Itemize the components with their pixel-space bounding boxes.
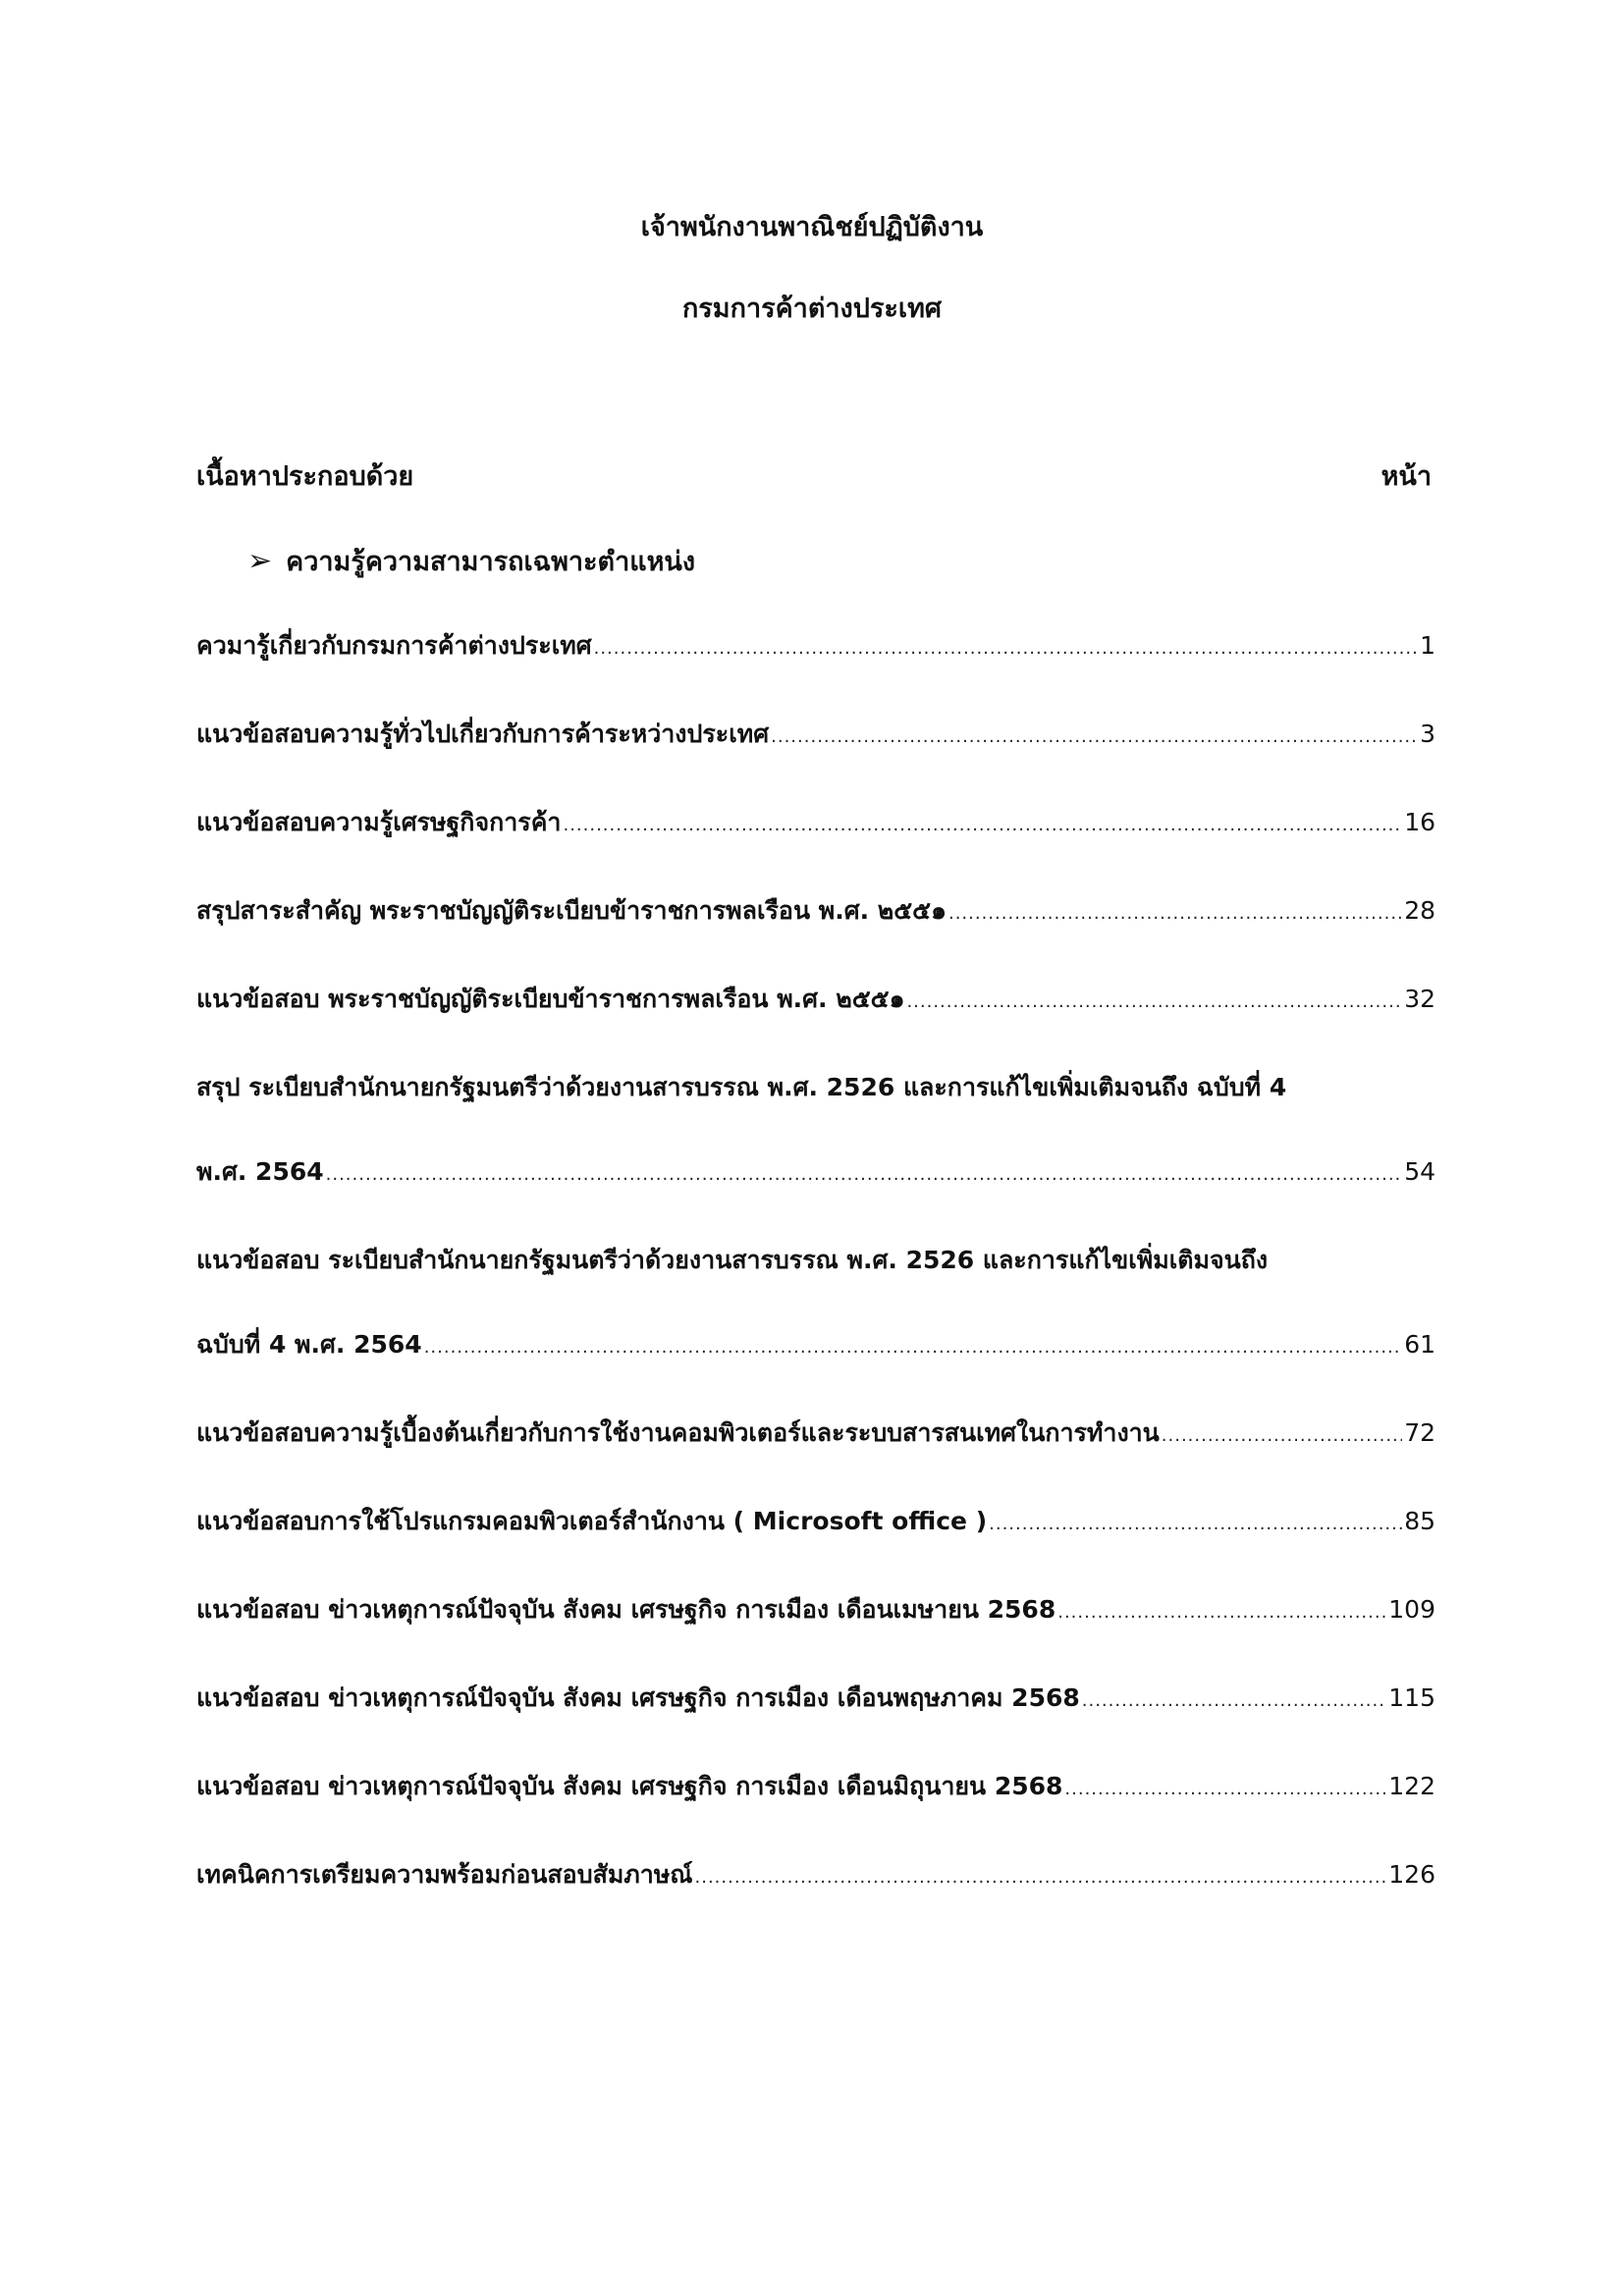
contents-label: เนื้อหาประกอบด้วย: [196, 461, 414, 492]
toc-page-number: 115: [1388, 1683, 1435, 1712]
toc-entry-title: แนวข้อสอบความรู้ทั่วไปเกี่ยวกับการค้าระหว่างประเทศ: [196, 720, 770, 748]
dot-leader: [948, 892, 1402, 935]
page-column-label: หน้า: [1380, 461, 1432, 492]
toc-entry-title: แนวข้อสอบ ข่าวเหตุการณ์ปัจจุบัน สังคม เศรษฐกิจ การเมือง เดือนมิถุนายน 2568: [196, 1772, 1063, 1800]
dot-leader: [326, 1153, 1403, 1197]
toc-entry-line: [196, 1150, 1435, 1197]
toc-entry-line: [196, 1588, 1435, 1634]
toc-entry-line: [196, 1677, 1435, 1723]
dot-leader: [906, 981, 1402, 1024]
toc-entry-title-line: แนวข้อสอบ ระเบียบสำนักนายกรัฐมนตรีว่าด้วยงานสารบรรณ พ.ศ. 2526 และการแก้ไขเพิ่มเติมจนถึง: [196, 1246, 1269, 1274]
toc-entry: [196, 713, 1435, 759]
dot-leader: [1057, 1591, 1386, 1634]
toc-entry-line: [196, 801, 1435, 847]
toc-entry: [196, 1588, 1435, 1634]
toc-page-number: 32: [1404, 985, 1435, 1013]
toc-entry: [196, 624, 1435, 670]
toc-entry-title: ควมารู้เกี่ยวกับกรมการค้าต่างประเทศ: [196, 631, 592, 660]
toc-entry-title: แนวข้อสอบความรู้เศรษฐกิจการค้า: [196, 808, 562, 836]
toc-entry-title-line: สรุป ระเบียบสำนักนายกรัฐมนตรีว่าด้วยงานสารบรรณ พ.ศ. 2526 และการแก้ไขเพิ่มเติมจนถึง ฉบับที่ 4: [196, 1073, 1287, 1101]
toc-entry-line: [196, 1765, 1435, 1811]
dot-leader: [989, 1503, 1402, 1546]
toc-entry-title: แนวข้อสอบ ข่าวเหตุการณ์ปัจจุบัน สังคม เศรษฐกิจ การเมือง เดือนพฤษภาคม 2568: [196, 1683, 1080, 1712]
dot-leader: [1162, 1415, 1402, 1458]
toc-page-number: 16: [1404, 808, 1435, 836]
toc-page-number: 28: [1404, 896, 1435, 925]
toc-entry-title: แนวข้อสอบความรู้เบื้องต้นเกี่ยวกับการใช้งานคอมพิวเตอร์และระบบสารสนเทศในการทำงาน: [196, 1418, 1160, 1447]
toc-entry-line: [196, 1412, 1435, 1458]
toc-page-number: 3: [1420, 720, 1435, 748]
document-subtitle: กรมการค้าต่างประเทศ: [681, 294, 943, 324]
table-of-contents: [196, 624, 1435, 1942]
document-title: เจ้าพนักงานพาณิชย์ปฏิบัติงาน: [640, 212, 984, 242]
dot-leader: [771, 716, 1418, 759]
toc-page-number: 85: [1404, 1507, 1435, 1535]
toc-entry: [196, 1066, 1435, 1197]
toc-entry: [196, 1500, 1435, 1546]
section-title: ความรู้ความสามารถเฉพาะตำแหน่ง: [286, 547, 696, 577]
dot-leader: [424, 1326, 1403, 1369]
toc-page-number: 109: [1388, 1595, 1435, 1624]
toc-entry: [196, 1677, 1435, 1723]
toc-entry: [196, 889, 1435, 935]
dot-leader: [563, 804, 1402, 847]
toc-entry-title: แนวข้อสอบ พระราชบัญญัติระเบียบข้าราชการพลเรือน พ.ศ. ๒๕๕๑: [196, 985, 905, 1013]
toc-entry-line: [196, 713, 1435, 759]
toc-page-number: 1: [1420, 631, 1435, 660]
toc-entry-title: สรุปสาระสำคัญ พระราชบัญญัติระเบียบข้าราชการพลเรือน พ.ศ. ๒๕๕๑: [196, 896, 947, 925]
dot-leader: [1064, 1768, 1386, 1811]
toc-entry-line: [196, 978, 1435, 1024]
toc-entry-title: พ.ศ. 2564: [196, 1157, 324, 1186]
toc-entry: [196, 1765, 1435, 1811]
toc-entry-line: [196, 1500, 1435, 1546]
toc-entry: [196, 1412, 1435, 1458]
toc-entry: [196, 801, 1435, 847]
toc-entry-title: เทคนิคการเตรียมความพร้อมก่อนสอบสัมภาษณ์: [196, 1860, 693, 1889]
toc-entry-title: แนวข้อสอบ ข่าวเหตุการณ์ปัจจุบัน สังคม เศรษฐกิจ การเมือง เดือนเมษายน 2568: [196, 1595, 1056, 1624]
toc-page-number: 122: [1388, 1772, 1435, 1800]
dot-leader: [594, 627, 1419, 670]
toc-entry-line: [196, 1323, 1435, 1369]
toc-entry: [196, 1853, 1435, 1899]
toc-page-number: 54: [1404, 1157, 1435, 1186]
toc-entry: [196, 1239, 1435, 1369]
toc-entry-title: แนวข้อสอบการใช้โปรแกรมคอมพิวเตอร์สำนักงาน ( Microsoft office ): [196, 1507, 988, 1535]
toc-entry-line: [196, 624, 1435, 670]
section-heading: [247, 544, 695, 580]
dot-leader: [695, 1856, 1387, 1899]
toc-entry-line: [196, 1853, 1435, 1899]
toc-page-number: 72: [1404, 1418, 1435, 1447]
arrow-bullet-icon: ➢: [247, 544, 273, 578]
toc-entry: [196, 978, 1435, 1024]
dot-leader: [1082, 1680, 1387, 1723]
toc-page-number: 126: [1388, 1860, 1435, 1889]
toc-entry-line: [196, 889, 1435, 935]
toc-page-number: 61: [1404, 1330, 1435, 1359]
toc-entry-title: ฉบับที่ 4 พ.ศ. 2564: [196, 1330, 422, 1359]
